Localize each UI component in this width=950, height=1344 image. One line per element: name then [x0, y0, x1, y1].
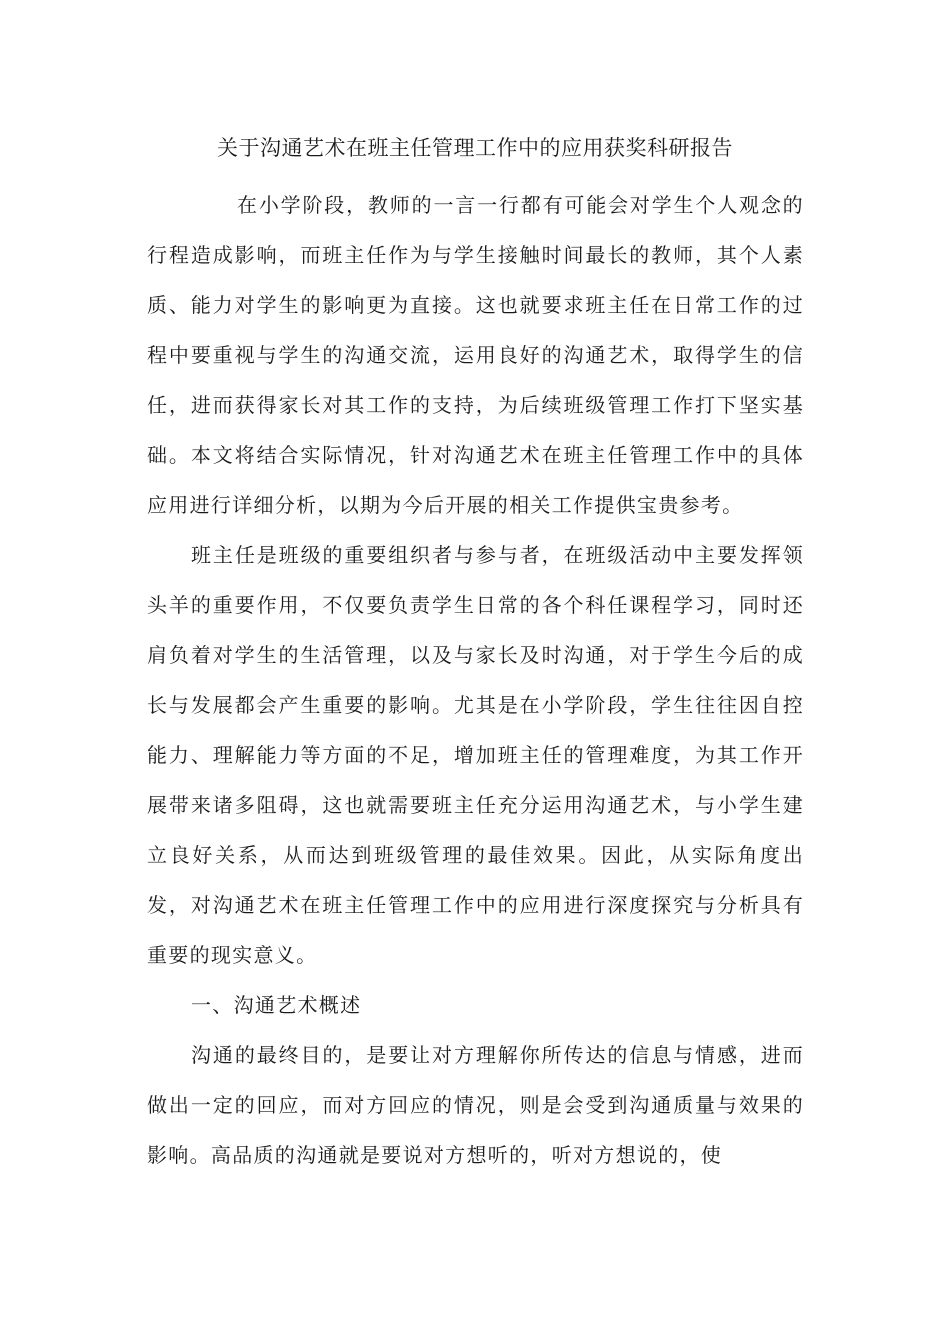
paragraph-background: 班主任是班级的重要组织者与参与者，在班级活动中主要发挥领头羊的重要作用，不仅要负责学生日常的各个科任课程学习，同时还肩负着对学生的生活管理，以及与家长及时沟通，对于学生今后的成长与发展都会产生重要的影响。尤其是在小学阶段，学生往往因自控能力、理解能力等方面的不足，增加班主任的管理难度，为其工作开展带来诸多阻碍，这也就需要班主任充分运用沟通艺术，与小学生建立良好关系，从而达到班级管理的最佳效果。因此，从实际角度出发，对沟通艺术在班主任管理工作中的应用进行深度探究与分析具有重要的现实意义。	[147, 543, 804, 967]
paragraph-intro: 在小学阶段，教师的一言一行都有可能会对学生个人观念的行程造成影响，而班主任作为与学生接触时间最长的教师，其个人素质、能力对学生的影响更为直接。这也就要求班主任在日常工作的过程中要重视与学生的沟通交流，运用良好的沟通艺术，取得学生的信任，进而获得家长对其工作的支持，为后续班级管理工作打下坚实基础。本文将结合实际情况，针对沟通艺术在班主任管理工作中的具体应用进行详细分析，以期为今后开展的相关工作提供宝贵参考。	[147, 193, 804, 517]
document-body	[147, 180, 804, 1180]
document-title: 关于沟通艺术在班主任管理工作中的应用获奖科研报告	[217, 136, 733, 160]
section-heading: 一、沟通艺术概述	[191, 993, 362, 1017]
paragraph-section-body: 沟通的最终目的，是要让对方理解你所传达的信息与情感，进而做出一定的回应，而对方回应的情况，则是会受到沟通质量与效果的影响。高品质的沟通就是要说对方想听的，听对方想说的，使	[147, 1043, 804, 1167]
